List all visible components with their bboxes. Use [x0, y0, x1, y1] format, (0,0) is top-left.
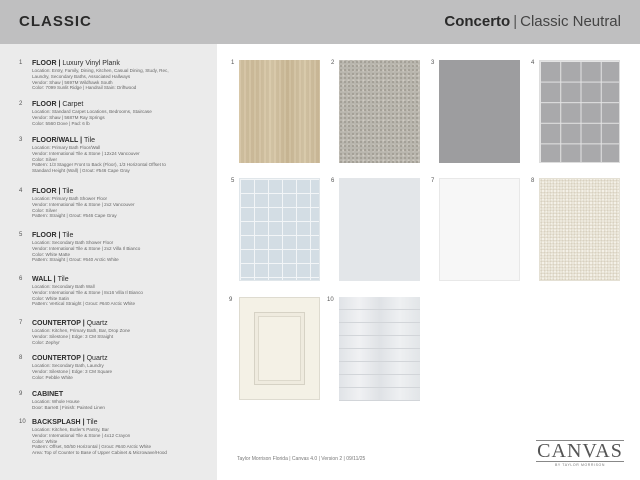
carpet-swatch: [339, 60, 420, 163]
selection-item: [19, 101, 214, 126]
mosaic-tile-swatch: [239, 178, 320, 281]
selection-detail: Color: Pebble White: [32, 374, 73, 380]
swatch-number: 7: [431, 178, 435, 184]
swatch-number: 10: [327, 297, 334, 303]
selection-title: [32, 391, 214, 399]
selection-subcategory: Tile: [57, 276, 69, 283]
selection-number: 1: [19, 60, 23, 66]
selection-detail: Location: Secondary Bath Shower Floor: [32, 240, 114, 245]
selection-detail: Color: Zephyr: [32, 339, 60, 345]
selection-category: CABINET: [32, 391, 64, 398]
collection-scheme: Classic Neutral: [520, 13, 621, 30]
selection-detail: Vendor: Silestone | Edge: 3 CM Square: [32, 368, 113, 374]
selection-title: COUNTERTOP | Quartz: [32, 320, 108, 327]
selection-subcategory: Carpet: [62, 101, 84, 108]
selection-detail: Vendor: International Tile & Stone | 2x2 Vancouver: [32, 201, 135, 207]
selection-item: [19, 188, 214, 219]
cabinet-door-panel: [254, 312, 305, 385]
tile-swatch: [439, 60, 520, 163]
selection-subcategory: Luxury Vinyl Plank: [62, 60, 120, 67]
selection-detail: Color: White: [32, 438, 58, 444]
selection-category: BACKSPLASH: [32, 419, 81, 426]
selection-detail: Color: 5560 Dove | Pad: 6 lb: [32, 120, 90, 126]
selection-item: [19, 232, 214, 263]
selection-detail: Pattern: Vertical Straight | Grout: #640 Arctic White: [32, 301, 136, 307]
selection-detail: Location: Secondary Bath, Laundry: [32, 363, 104, 368]
selection-title: FLOOR | Carpet: [32, 101, 84, 108]
header-bar: [0, 0, 640, 44]
selection-detail: Vendor: International Tile & Stone | 12x24 Vancouver: [32, 150, 140, 156]
selection-category: FLOOR/WALL: [32, 137, 79, 144]
selection-item: [19, 355, 214, 380]
mosaic-tile-swatch: [539, 60, 620, 163]
selection-detail: Location: Secondary Bath Wall: [32, 284, 95, 289]
swatch-number: 2: [331, 60, 335, 66]
selection-subcategory: Tile: [62, 188, 74, 195]
selection-detail: Vendor: International Tile & Stone | 4x12 Crayon: [32, 432, 131, 438]
selection-item: [19, 419, 214, 456]
collection-title: [444, 13, 621, 30]
selection-detail: Pattern: Straight | Grout: #640 Arctic White: [32, 257, 119, 263]
selection-detail: Area: Top of Counter to Base of Upper Cabinet & Microwave/Hood: [32, 450, 167, 456]
selection-title: FLOOR | Tile: [32, 232, 74, 239]
selections-sidebar: [0, 44, 217, 480]
selection-detail: Laundry, Secondary Baths, Associated Hallways: [32, 73, 131, 79]
logo-word: CANVAS: [537, 440, 623, 462]
selection-detail: Color: White Matte: [32, 251, 71, 257]
cabinet-door-swatch: [239, 297, 320, 400]
selection-detail: Location: Whole House: [32, 399, 80, 404]
canvas-logo: [536, 440, 624, 470]
swatch-number: 9: [229, 297, 233, 303]
selection-detail: Vendor: Silestone | Edge: 3 CM Straight: [32, 333, 114, 339]
swatch-number: 5: [231, 178, 235, 184]
selection-detail: Pattern: 1/3 Stagger Front to Back (Floor), 1/3 Horizontal Offset to: [32, 162, 166, 168]
swatch-number: 1: [231, 60, 235, 66]
selection-number: 6: [19, 276, 23, 282]
selection-detail: Pattern: Offset, 50/50 Horizontal | Grout: #640 Arctic White: [32, 444, 152, 450]
selection-title: FLOOR | Tile: [32, 188, 74, 195]
selection-detail: Color: Silver: [32, 156, 58, 162]
selection-category: COUNTERTOP: [32, 355, 81, 362]
selection-detail: Vendor: International Tile & Stone | 8x16 Villa Il Bianco: [32, 289, 143, 295]
selection-detail: Color: 7099 Sunlit Ridge | Handrail Stain: Driftwood: [32, 85, 137, 91]
selection-category: FLOOR: [32, 232, 57, 239]
logo-tagline: BY TAYLOR MORRISON: [554, 463, 606, 467]
selection-detail: Standard Height (Wall) | Grout: #546 Cape Gray: [32, 168, 130, 174]
selection-title: COUNTERTOP | Quartz: [32, 355, 108, 362]
selection-item: [19, 60, 214, 91]
selection-detail: Location: Kitchen, Butler's Pantry, Bar: [32, 427, 109, 432]
selection-category: WALL: [32, 276, 52, 283]
selection-subcategory: Quartz: [86, 355, 108, 362]
collection-separator: |: [513, 13, 518, 30]
selection-detail: Vendor: Shaw | 5687M Ray Springs: [32, 114, 105, 120]
selection-number: 9: [19, 391, 23, 397]
selection-number: 3: [19, 137, 23, 143]
footer-caption: Taylor Morrison Florida | Canvas 4.0 | Version 2 | 09/11/25: [237, 456, 366, 462]
quartz-swatch: [539, 178, 620, 281]
wood-plank-swatch: [239, 60, 320, 163]
selection-subcategory: Quartz: [86, 320, 108, 327]
selection-subcategory: Tile: [62, 232, 74, 239]
selection-subcategory: Tile: [86, 419, 98, 426]
selection-item: [19, 276, 214, 307]
selection-category: COUNTERTOP: [32, 320, 81, 327]
brand-title: CLASSIC: [19, 13, 92, 30]
selection-category: FLOOR: [32, 60, 57, 67]
selection-item: [19, 137, 214, 174]
selection-detail: Pattern: Straight | Grout: #546 Cape Gray: [32, 213, 117, 219]
selection-detail: Vendor: Shaw | 5697M Wildhawk South: [32, 79, 113, 85]
selection-item: [19, 320, 214, 345]
selection-number: 8: [19, 355, 23, 361]
selection-number: 5: [19, 232, 23, 238]
selection-detail: Location: Kitchen, Primary Bath, Bar, Drop Zone: [32, 328, 131, 333]
selection-category: FLOOR: [32, 188, 57, 195]
selection-detail: Vendor: International Tile & Stone | 2x2 Villa Il Bianco: [32, 245, 141, 251]
swatch-number: 3: [431, 60, 435, 66]
selection-title: WALL | Tile: [32, 276, 69, 283]
selection-number: 7: [19, 320, 23, 326]
selection-detail: Location: Primary Bath Shower Floor: [32, 196, 108, 201]
selection-item: [19, 391, 214, 411]
selection-number: 4: [19, 188, 23, 194]
selection-category: FLOOR: [32, 101, 57, 108]
swatch-board: [217, 44, 640, 480]
selection-detail: Color: Silver: [32, 207, 58, 213]
tile-swatch: [339, 178, 420, 281]
swatch-number: 8: [531, 178, 535, 184]
selection-detail: Door: Barrett | Finish: Painted Linen: [32, 404, 105, 410]
selection-title: FLOOR/WALL | Tile: [32, 137, 96, 144]
swatch-number: 4: [531, 60, 535, 66]
quartz-swatch: [439, 178, 520, 281]
selection-detail: Color: White Satin: [32, 295, 70, 301]
selection-title: BACKSPLASH | Tile: [32, 419, 98, 426]
selection-subcategory: Tile: [84, 137, 96, 144]
selection-detail: Location: Primary Bath Floor/Wall: [32, 145, 101, 150]
selection-number: 10: [19, 419, 26, 425]
selection-detail: Location: Entry, Family, Dining, Kitchen, Casual Dining, Study, Rec,: [32, 68, 169, 73]
subway-tile-swatch: [339, 297, 420, 400]
swatch-number: 6: [331, 178, 335, 184]
selection-title: FLOOR | Luxury Vinyl Plank: [32, 60, 120, 67]
collection-name: Concerto: [444, 13, 511, 30]
selection-detail: Location: Standard Carpet Locations, Bedrooms, Staircase: [32, 109, 152, 114]
selection-number: 2: [19, 101, 23, 107]
